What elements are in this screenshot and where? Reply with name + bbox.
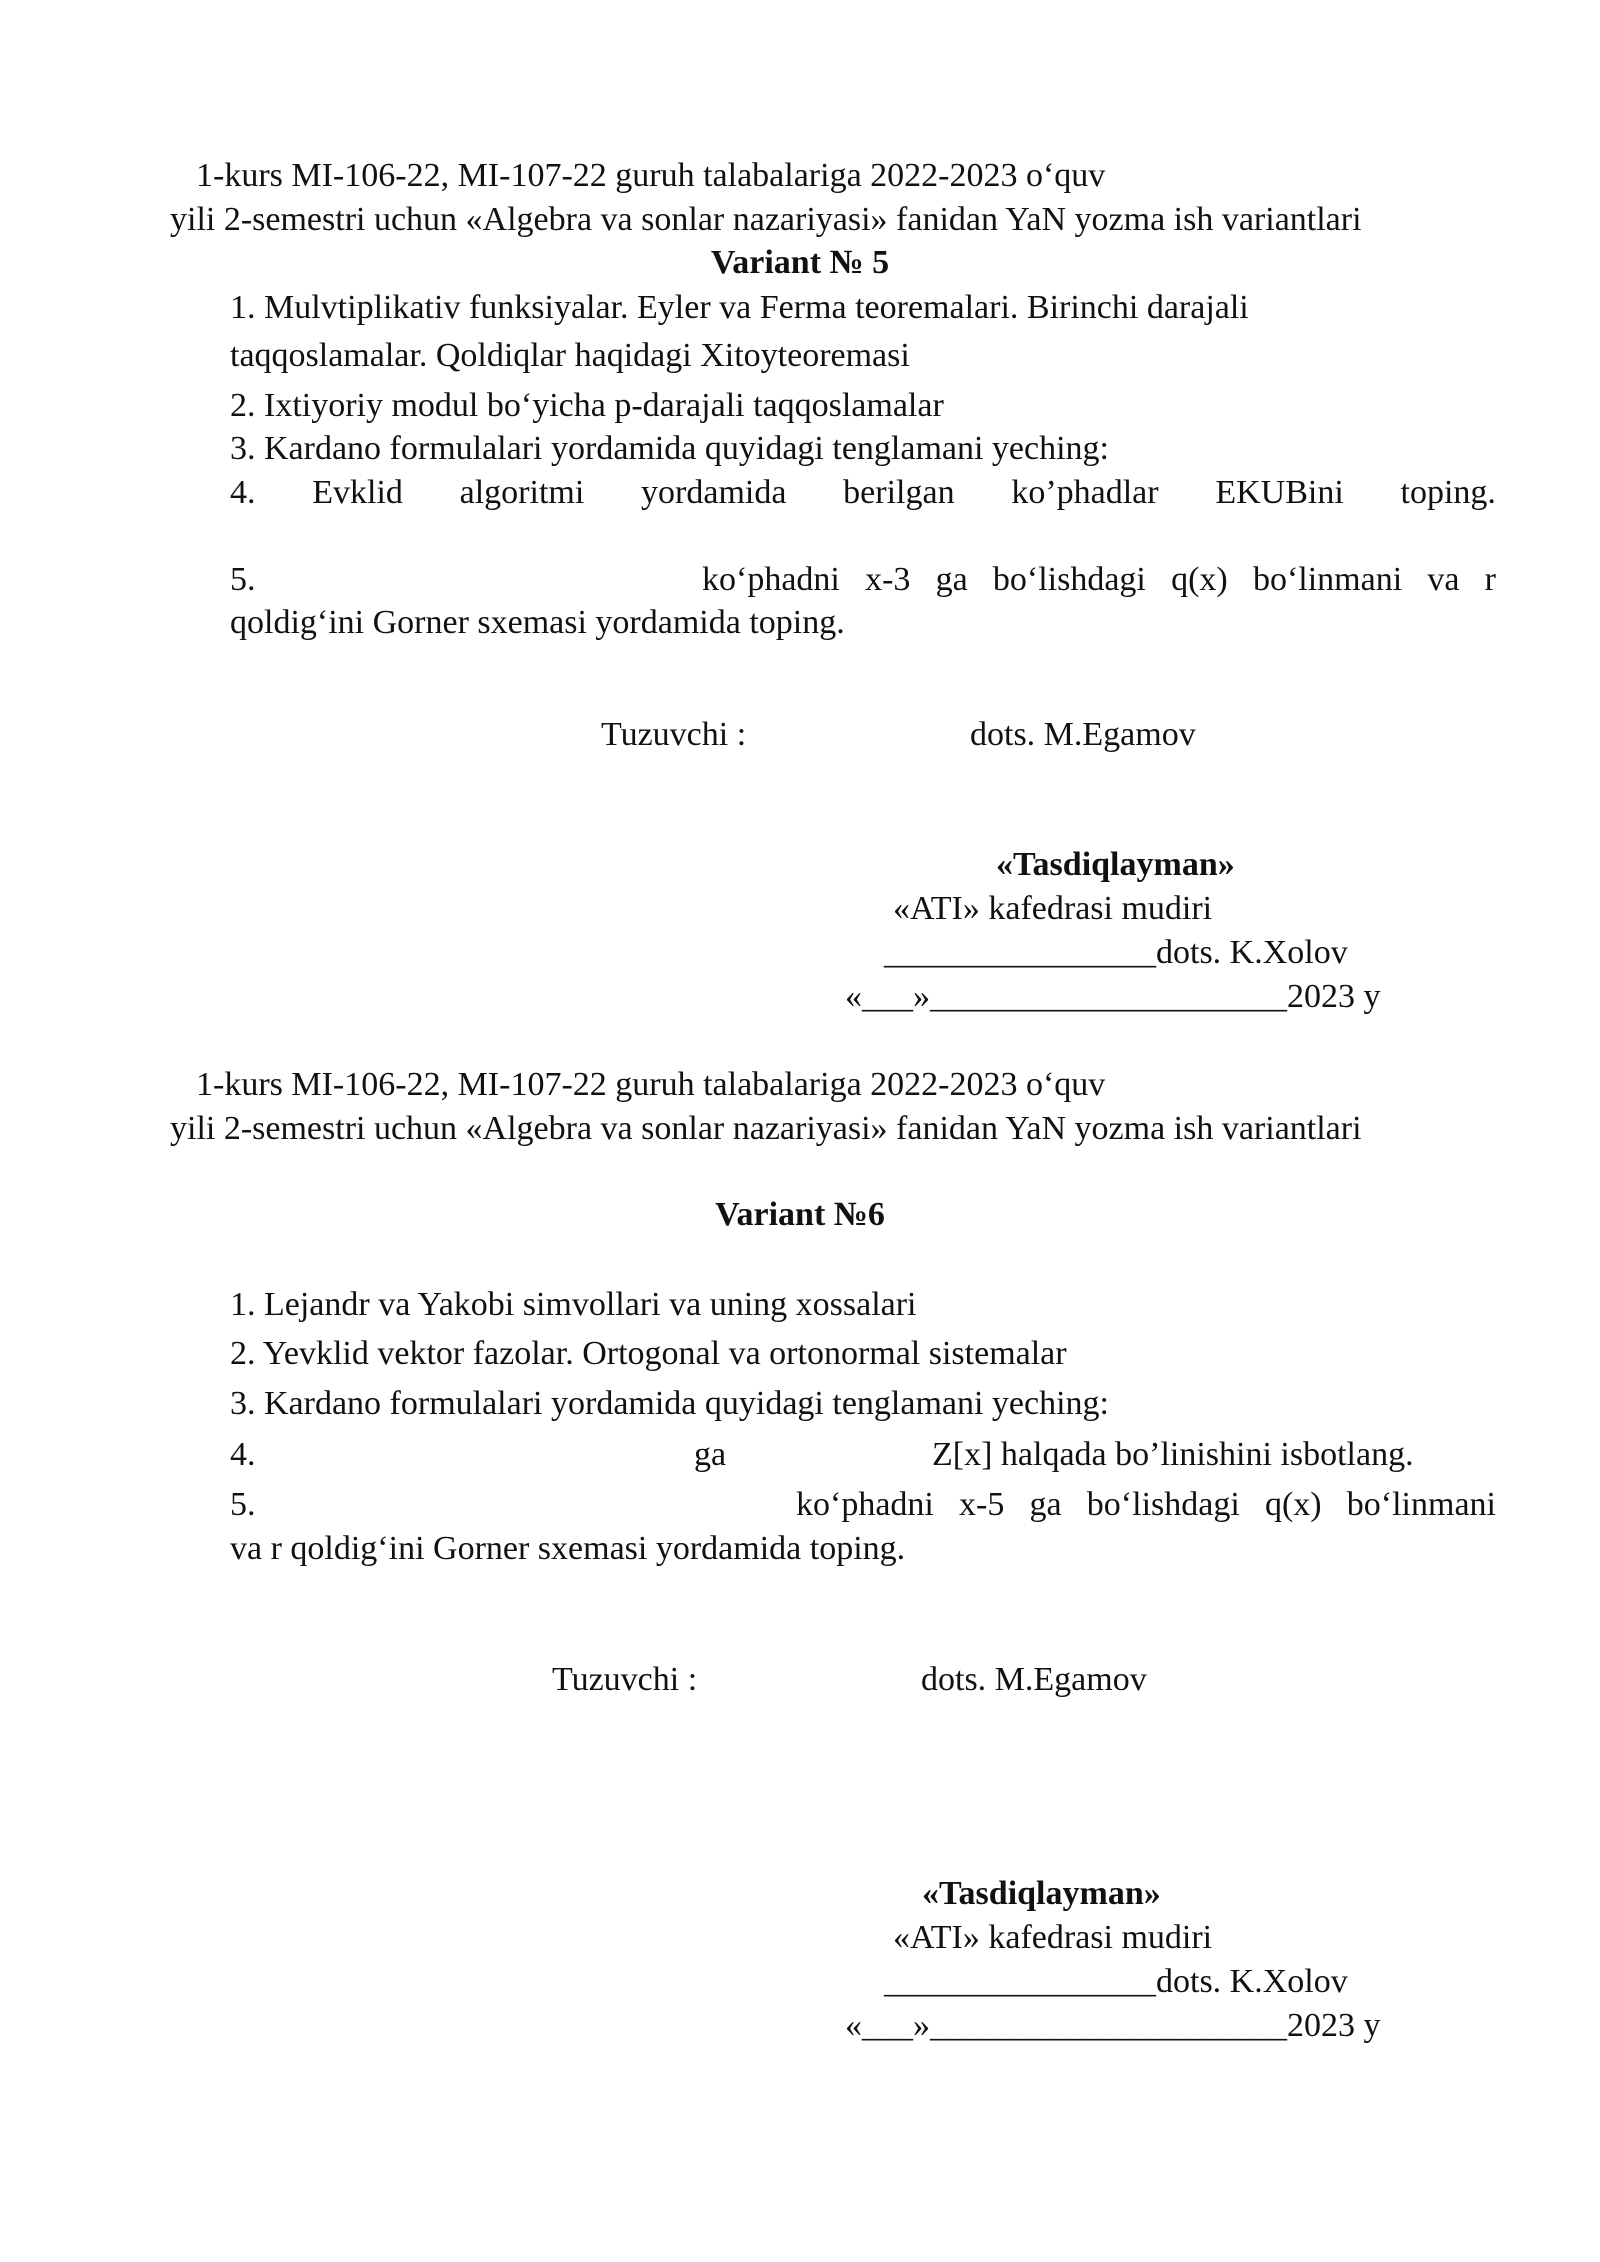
v6-approval-dept: «ATI» kafedrasi mudiri bbox=[893, 1919, 1213, 1956]
v6-approval-date: «___»_____________________2023 y bbox=[845, 2007, 1381, 2044]
v5-item1-line2: taqqoslamalar. Qoldiqlar haqidagi Xitoyteoremasi bbox=[230, 337, 910, 374]
v5-item4-word: yordamida bbox=[641, 474, 787, 511]
v5-item5-word: va bbox=[1427, 561, 1460, 598]
v5-item1-line1: 1. Mulvtiplikativ funksiyalar. Eyler va Ferma teoremalari. Birinchi darajali bbox=[230, 289, 1249, 326]
v5-header-line1: 1-kurs MI-106-22, MI-107-22 guruh talabalariga 2022-2023 o‘quv bbox=[196, 157, 1106, 194]
v6-approval-title: «Tasdiqlayman» bbox=[922, 1875, 1161, 1912]
v5-item3: 3. Kardano formulalari yordamida quyidagi tenglamani yeching: bbox=[230, 430, 1110, 467]
v5-author-name: dots. M.Egamov bbox=[970, 716, 1196, 753]
v5-item5-word: q(x) bbox=[1171, 561, 1228, 598]
v5-approval-dept: «ATI» kafedrasi mudiri bbox=[893, 890, 1213, 927]
v6-item5-word: q(x) bbox=[1264, 1486, 1322, 1523]
v6-item5-word: bo‘lishdagi bbox=[1086, 1486, 1240, 1523]
v6-header-line1: 1-kurs MI-106-22, MI-107-22 guruh talabalariga 2022-2023 o‘quv bbox=[196, 1066, 1106, 1103]
v6-approval-signature: ________________dots. K.Xolov bbox=[884, 1963, 1348, 2000]
v5-item4-word: ko’phadlar bbox=[1011, 474, 1159, 511]
v5-item4 bbox=[230, 473, 1496, 513]
v6-item2: 2. Yevklid vektor fazolar. Ortogonal va ortonormal sistemalar bbox=[230, 1335, 1067, 1372]
v5-approval-date: «___»_____________________2023 y bbox=[845, 978, 1381, 1015]
v6-title: Variant №6 bbox=[715, 1196, 885, 1233]
v5-item5-word: bo‘linmani bbox=[1252, 561, 1403, 598]
v5-item5-word: bo‘lishdagi bbox=[992, 561, 1146, 598]
v6-item5-line1 bbox=[796, 1485, 1496, 1525]
v5-title: Variant № 5 bbox=[710, 244, 890, 281]
v6-item5-line2: va r qoldig‘ini Gorner sxemasi yordamida toping. bbox=[230, 1530, 906, 1567]
v5-item4-word: algoritmi bbox=[459, 474, 585, 511]
v5-item5-word: r bbox=[1484, 561, 1496, 598]
v6-author-label: Tuzuvchi : bbox=[552, 1661, 698, 1698]
v5-item4-word: berilgan bbox=[843, 474, 955, 511]
v6-author-name: dots. M.Egamov bbox=[921, 1661, 1147, 1698]
v6-item5-number: 5. bbox=[230, 1486, 256, 1523]
v6-item4-rest: Z[x] halqada bo’linishini isbotlang. bbox=[932, 1436, 1414, 1473]
v5-item5-word: ko‘phadni bbox=[702, 561, 840, 598]
v6-item4-number: 4. bbox=[230, 1436, 256, 1473]
v6-header-line2: yili 2-semestri uchun «Algebra va sonlar nazariyasi» fanidan YaN yozma ish variantlari bbox=[170, 1110, 1362, 1147]
v6-item4-ga: ga bbox=[694, 1436, 727, 1473]
v5-item5-line1 bbox=[702, 560, 1496, 600]
v5-item5-word: ga bbox=[935, 561, 968, 598]
v5-item5-line2: qoldig‘ini Gorner sxemasi yordamida toping. bbox=[230, 604, 845, 641]
v5-item5-number: 5. bbox=[230, 561, 256, 598]
v5-item4-word: Evklid bbox=[312, 474, 403, 511]
v5-author-label: Tuzuvchi : bbox=[601, 716, 747, 753]
v5-approval-title: «Tasdiqlayman» bbox=[996, 846, 1235, 883]
v6-item5-word: ga bbox=[1029, 1486, 1062, 1523]
v5-item4-word: toping. bbox=[1400, 474, 1496, 511]
v6-item3: 3. Kardano formulalari yordamida quyidagi tenglamani yeching: bbox=[230, 1385, 1110, 1422]
v6-item5-word: x-5 bbox=[959, 1486, 1005, 1523]
v6-item5-word: bo‘linmani bbox=[1346, 1486, 1496, 1523]
v5-item2: 2. Ixtiyoriy modul bo‘yicha p-darajali taqqoslamalar bbox=[230, 387, 944, 424]
v6-item5-word: ko‘phadni bbox=[796, 1486, 934, 1523]
v5-item5-word: x-3 bbox=[865, 561, 911, 598]
v6-item1: 1. Lejandr va Yakobi simvollari va uning xossalari bbox=[230, 1286, 917, 1323]
v5-item4-word: 4. bbox=[230, 474, 256, 511]
v5-approval-signature: ________________dots. K.Xolov bbox=[884, 934, 1348, 971]
v5-item4-word: EKUBini bbox=[1215, 474, 1344, 511]
v5-header-line2: yili 2-semestri uchun «Algebra va sonlar nazariyasi» fanidan YaN yozma ish variantlari bbox=[170, 201, 1362, 238]
